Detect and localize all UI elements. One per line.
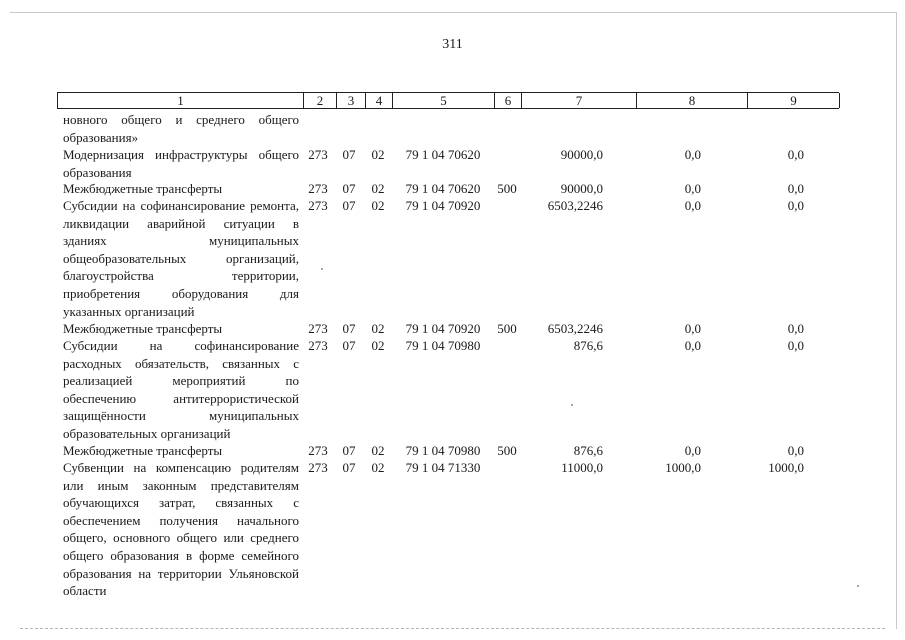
cell-c2: 273 bbox=[308, 443, 328, 458]
cell-c7: 6503,2246 bbox=[547, 321, 603, 336]
cell-c9: 0,0 bbox=[787, 338, 804, 353]
cell-c4: 02 bbox=[371, 443, 385, 458]
cell-c7: 6503,2246 bbox=[547, 198, 603, 213]
scan-speck bbox=[321, 268, 323, 270]
cell-c2: 273 bbox=[308, 321, 328, 336]
cell-c7: 876,6 bbox=[573, 443, 603, 458]
expense-name: Модернизация инфраструктуры общего образования bbox=[63, 147, 299, 180]
cell-c9: 0,0 bbox=[787, 443, 804, 458]
cell-c5: 79 1 04 70920 bbox=[405, 321, 481, 336]
cell-c9: 0,0 bbox=[787, 147, 804, 162]
scan-speck bbox=[571, 404, 573, 406]
cell-c2: 273 bbox=[308, 198, 328, 213]
header-cell-9: 9 bbox=[748, 93, 840, 108]
header-cell-6: 6 bbox=[495, 93, 522, 108]
cell-c3: 07 bbox=[342, 321, 356, 336]
scan-edge-line bbox=[20, 628, 885, 630]
cell-c7: 876,6 bbox=[573, 338, 603, 353]
cell-c9: 1000,0 bbox=[768, 460, 804, 475]
cell-c7: 11000,0 bbox=[561, 460, 603, 475]
expense-name: новного общего и среднего общего образования» bbox=[63, 112, 299, 145]
cell-c4: 02 bbox=[371, 198, 385, 213]
cell-c8: 0,0 bbox=[684, 338, 701, 353]
expense-name: Межбюджетные трансферты bbox=[63, 443, 223, 458]
cell-c3: 07 bbox=[342, 198, 356, 213]
expense-name: Межбюджетные трансферты bbox=[63, 181, 223, 196]
cell-c3: 07 bbox=[342, 181, 356, 196]
cell-c3: 07 bbox=[342, 460, 356, 475]
cell-c2: 273 bbox=[308, 147, 328, 162]
cell-c8: 1000,0 bbox=[665, 460, 701, 475]
cell-c8: 0,0 bbox=[684, 321, 701, 336]
cell-c9: 0,0 bbox=[787, 321, 804, 336]
expense-name: Субсидии на софинансирование ремонта, ликвидации аварийной ситуации в зданиях муниципальных общеобразовательных организаций, благоустройства территории, приобретения оборудования для указанных организаций bbox=[63, 198, 299, 319]
cell-c9: 0,0 bbox=[787, 181, 804, 196]
cell-c6: 500 bbox=[497, 443, 517, 458]
cell-c8: 0,0 bbox=[684, 198, 701, 213]
expense-name: Субвенции на компенсацию родителям или иным законным представителям обучающихся затрат, связанных с обеспечением получения начального общего, основного общего или среднего общего образования в форме семейного образования на территории Ульяновской области bbox=[63, 460, 299, 599]
expense-name: Межбюджетные трансферты bbox=[63, 321, 223, 336]
cell-c5: 79 1 04 71330 bbox=[405, 460, 481, 475]
cell-c2: 273 bbox=[308, 338, 328, 353]
cell-c9: 0,0 bbox=[787, 198, 804, 213]
cell-c2: 273 bbox=[308, 181, 328, 196]
cell-c5: 79 1 04 70620 bbox=[405, 181, 481, 196]
cell-c6: 500 bbox=[497, 181, 517, 196]
cell-c3: 07 bbox=[342, 443, 356, 458]
page-number: 311 bbox=[442, 37, 463, 52]
scan-speck bbox=[857, 585, 859, 587]
cell-c7: 90000,0 bbox=[560, 147, 603, 162]
cell-c4: 02 bbox=[371, 338, 385, 353]
cell-c5: 79 1 04 70620 bbox=[405, 147, 481, 162]
cell-c4: 02 bbox=[371, 181, 385, 196]
header-cell-4: 4 bbox=[366, 93, 393, 108]
cell-c3: 07 bbox=[342, 147, 356, 162]
cell-c6: 500 bbox=[497, 321, 517, 336]
header-cell-2: 2 bbox=[304, 93, 337, 108]
cell-c4: 02 bbox=[371, 460, 385, 475]
header-cell-8: 8 bbox=[637, 93, 748, 108]
cell-c5: 79 1 04 70980 bbox=[405, 443, 481, 458]
header-cell-7: 7 bbox=[522, 93, 637, 108]
cell-c4: 02 bbox=[371, 321, 385, 336]
cell-c5: 79 1 04 70920 bbox=[405, 198, 481, 213]
cell-c7: 90000,0 bbox=[560, 181, 603, 196]
cell-c2: 273 bbox=[308, 460, 328, 475]
table-header-row bbox=[57, 92, 839, 109]
cell-c3: 07 bbox=[342, 338, 356, 353]
header-cell-1: 1 bbox=[58, 93, 304, 108]
cell-c8: 0,0 bbox=[684, 443, 701, 458]
header-cell-5: 5 bbox=[393, 93, 495, 108]
cell-c4: 02 bbox=[371, 147, 385, 162]
cell-c5: 79 1 04 70980 bbox=[405, 338, 481, 353]
expense-name: Субсидии на софинансирование расходных обязательств, связанных с реализацией мероприятий по обеспечению антитеррористической защищённости муниципальных образовательных организаций bbox=[63, 338, 299, 441]
cell-c8: 0,0 bbox=[684, 181, 701, 196]
header-cell-3: 3 bbox=[337, 93, 366, 108]
cell-c8: 0,0 bbox=[684, 147, 701, 162]
